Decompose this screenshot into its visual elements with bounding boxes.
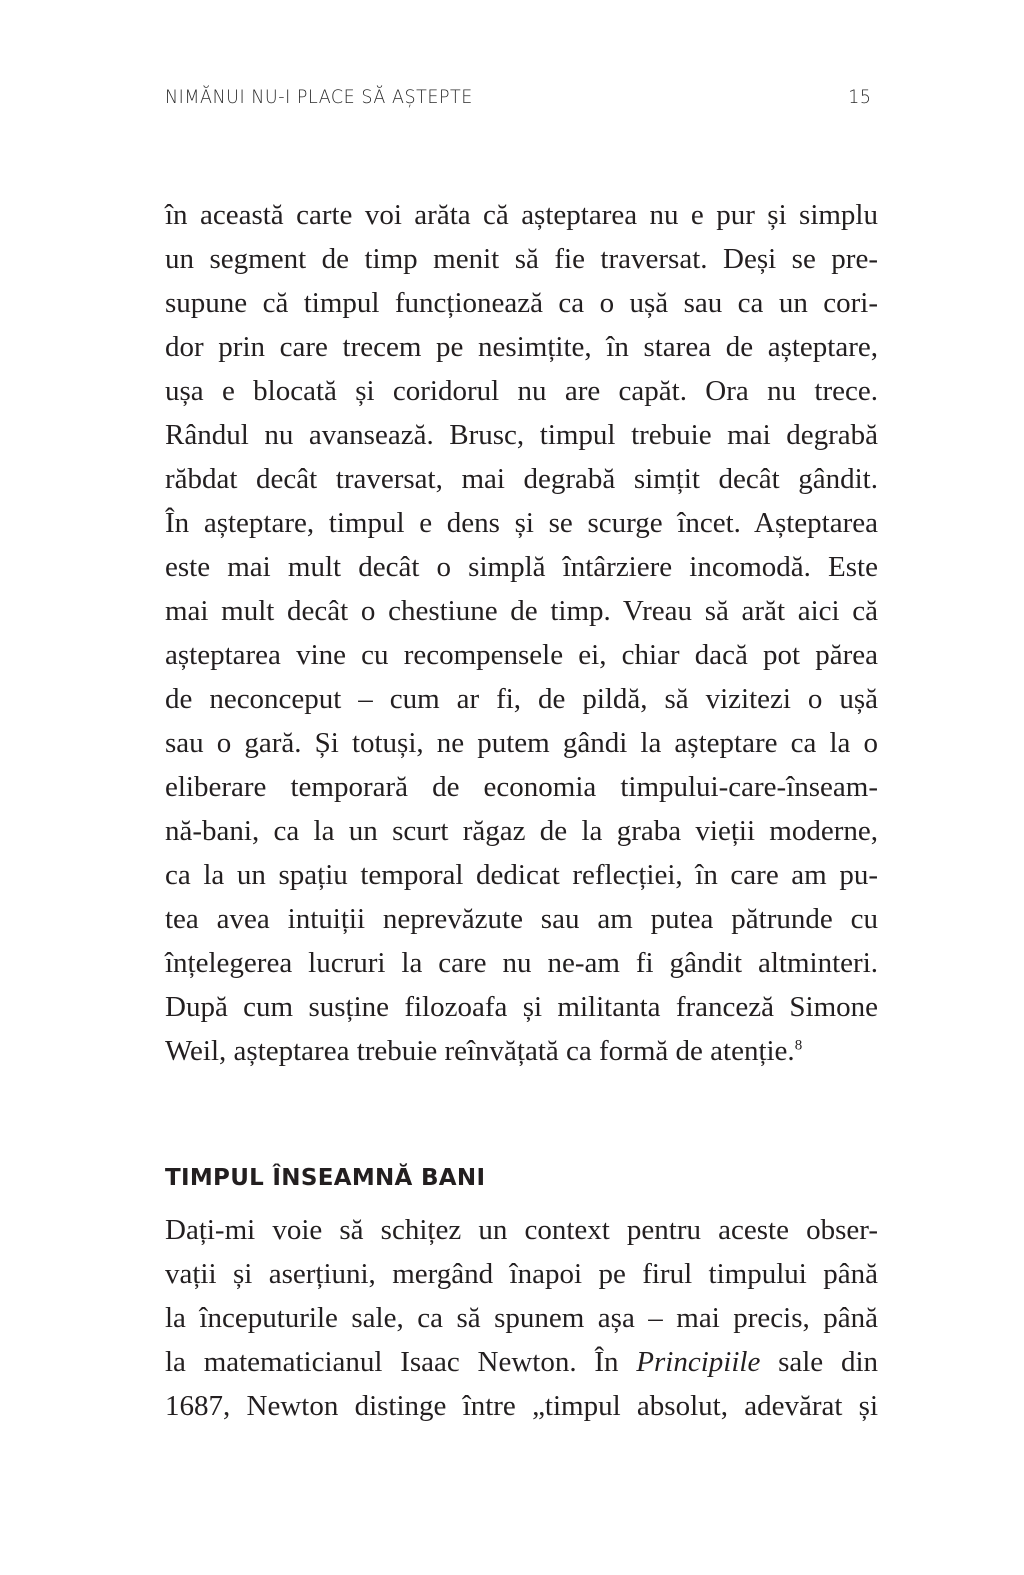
section-heading: TIMPUL ÎNSEAMNĂ BANI [165,1165,486,1191]
text-line: tea avea intuiții neprevăzute sau am putea pătrunde cu [165,903,878,935]
text-line: După cum susține filozoafa și militanta franceză Simone [165,991,878,1023]
text-line: înțelegerea lucruri la care nu ne-am fi gândit altminteri. [165,947,878,979]
text-line: 1687, Newton distinge între „timpul absolut, adevărat și [165,1390,878,1422]
text-line: un segment de timp menit să fie traversat. Deși se pre- [165,243,878,275]
text-line [165,1340,878,1384]
text-line: nă-bani, ca la un scurt răgaz de la graba vieții moderne, [165,815,878,847]
text-line: răbdat decât traversat, mai degrabă simțit decât gândit. [165,463,878,495]
text-segment: la matematicianul Isaac Newton. În [165,1346,637,1378]
running-header [165,86,872,108]
text-line: de neconceput – cum ar fi, de pildă, să vizitezi o ușă [165,683,878,715]
last-line-text: Weil, așteptarea trebuie reînvățată ca formă de atenție. [165,1035,795,1067]
text-segment: sale din [760,1346,878,1378]
text-line: vații și aserțiuni, mergând înapoi pe firul timpului până [165,1258,878,1290]
text-line: așteptarea vine cu recompensele ei, chiar dacă pot părea [165,639,878,671]
paragraph-2 [165,1208,878,1428]
text-line: dor prin care trecem pe nesimțite, în starea de așteptare, [165,331,878,363]
text-line: este mai mult decât o simplă întârziere incomodă. Este [165,551,878,583]
paragraph-1 [165,193,878,1073]
text-line: la începuturile sale, ca să spunem așa – mai precis, până [165,1302,878,1334]
text-line: în această carte voi arăta că așteptarea nu e pur și simplu [165,199,878,231]
text-line: Rândul nu avansează. Brusc, timpul trebuie mai degrabă [165,419,878,451]
text-line: Dați-mi voie să schițez un context pentru aceste obser- [165,1214,878,1246]
text-line: eliberare temporară de economia timpului-care-înseam- [165,771,878,803]
italic-book-title: Principiile [636,1346,761,1378]
running-title: NIMĂNUI NU-I PLACE SĂ AȘTEPTE [165,86,473,108]
text-line: ușa e blocată și coridorul nu are capăt. Ora nu trece. [165,375,878,407]
text-line: ca la un spațiu temporal dedicat reflecției, în care am pu- [165,859,878,891]
text-line: supune că timpul funcționează ca o ușă sau ca un cori- [165,287,878,319]
text-line [165,1029,878,1073]
text-line: sau o gară. Și totuși, ne putem gândi la așteptare ca la o [165,727,878,759]
footnote-reference[interactable]: 8 [794,1037,803,1054]
page-number: 15 [848,86,872,108]
text-line: mai mult decât o chestiune de timp. Vreau să arăt aici că [165,595,878,627]
text-line: În așteptare, timpul e dens și se scurge încet. Așteptarea [165,507,878,539]
